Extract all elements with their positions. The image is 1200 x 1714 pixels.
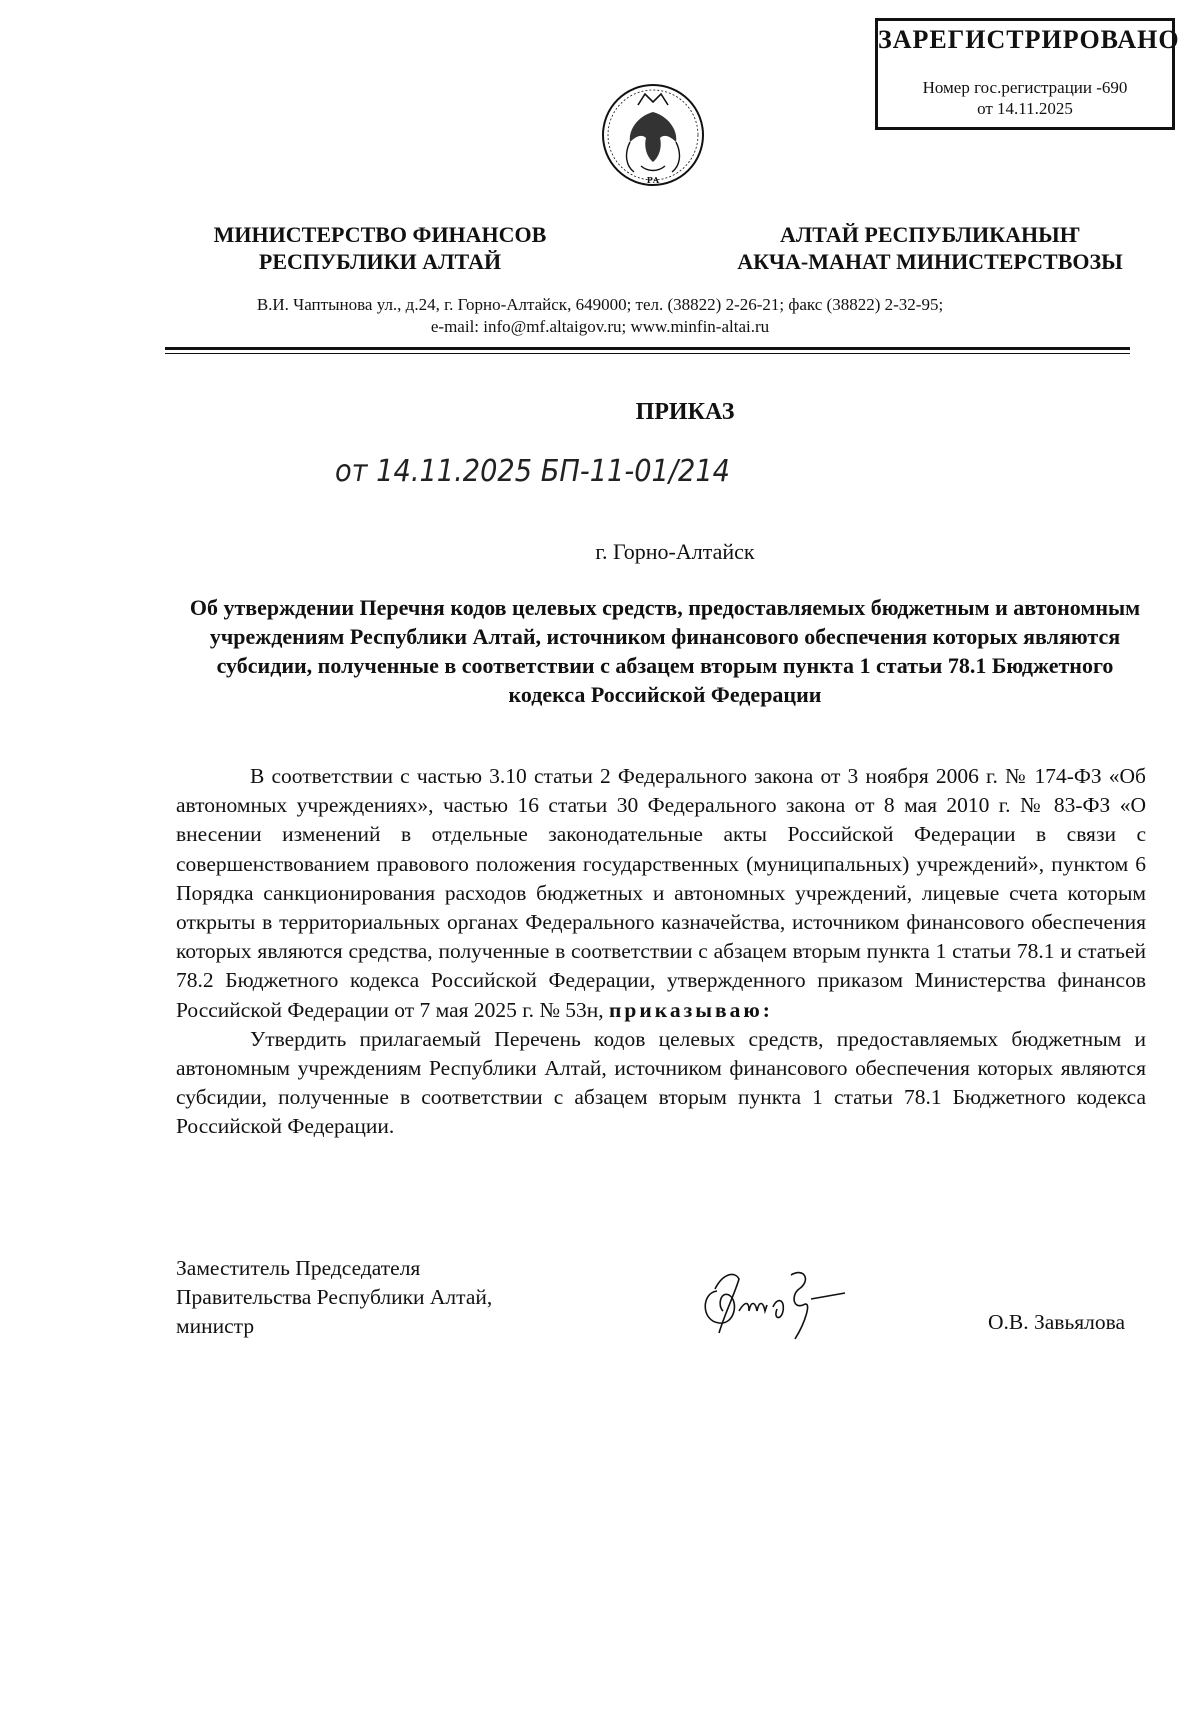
header-divider	[165, 347, 1130, 350]
ministry-ru-line-1: МИНИСТЕРСТВО ФИНАНСОВ	[213, 222, 547, 247]
ministry-alt-line-1: АЛТАЙ РЕСПУБЛИКАНЫҤ	[780, 222, 1080, 247]
decision-paragraph: Утвердить прилагаемый Перечень кодов целевых средств, предоставляемых бюджетным и автономным учреждениям Республики Алтай, источником финансового обеспечения которых являются субсидии, полученные в соответствии с абзацем вторым пункта 1 статьи 78.1 Бюджетного кодекса Российской Федерации.	[176, 1026, 1146, 1139]
ministry-ru-line-2: РЕСПУБЛИКИ АЛТАЙ	[258, 249, 502, 274]
signatory-position	[176, 1254, 492, 1341]
order-word: приказываю:	[609, 997, 773, 1022]
city: г. Горно-Алтайск	[595, 539, 755, 564]
position-line-2: Правительства Республики Алтай,	[176, 1285, 493, 1309]
ministry-name-ru	[200, 221, 560, 275]
handwritten-date-number	[335, 445, 755, 495]
preamble-text: В соответствии с частью 3.10 статьи 2 Федерального закона от 3 ноября 2006 г. № 174-ФЗ «Об автономных учреждениях», частью 16 статьи 30 Федерального закона от 8 мая 2010 г. № 83-ФЗ «О внесении изменений в отдельные законодательные акты Российской Федерации в связи с совершенствованием правового положения государственных (муниципальных) учреждений», пунктом 6 Порядка санкционирования расходов бюджетных и автономных учреждений, лицевые счета которым открыты в территориальных органах Федерального казначейства, источником финансового обеспечения которых являются средства, полученные в соответствии с абзацем вторым пункта 1 статьи 78.1 и статьей 78.2 Бюджетного кодекса Российской Федерации, утвержденного приказом Министерства финансов Российской Федерации от 7 мая 2025 г. № 53н,	[176, 764, 1146, 1022]
contacts	[100, 294, 1100, 338]
preamble-paragraph	[176, 762, 1146, 1025]
order-subject: Об утверждении Перечня кодов целевых средств, предоставляемых бюджетным и автономным учреждениям Республики Алтай, источником финансового обеспечения которых являются субсидии, полученные в соответствии с абзацем вторым пункта 1 статьи 78.1 Бюджетного кодекса Российской Федерации	[189, 595, 1141, 707]
signatory-name: О.В. Завьялова	[988, 1310, 1126, 1334]
address: В.И. Чаптынова ул., д.24, г. Горно-Алтайск, 649000; тел. (38822) 2-26-21; факс (38822) 2-32-95;	[256, 295, 944, 314]
stamp-reg-date: от 14.11.2025	[977, 99, 1073, 118]
registration-stamp	[875, 18, 1180, 130]
email-web: e-mail: info@mf.altaigov.ru; www.minfin-altai.ru	[430, 317, 770, 336]
order-body	[176, 762, 1146, 1142]
handwritten-text: от 14.11.2025 БП-11-01/214	[335, 454, 730, 489]
ministry-name-altai	[720, 221, 1140, 275]
emblem-caption: РА	[646, 175, 660, 185]
position-line-1: Заместитель Председателя	[176, 1256, 421, 1280]
coat-of-arms-icon	[598, 80, 708, 198]
handwritten-signature	[695, 1253, 895, 1353]
ministry-alt-line-2: АКЧА-МАНАТ МИНИСТЕРСТВОЗЫ	[737, 249, 1123, 274]
stamp-reg-number: Номер гос.регистрации -690	[922, 78, 1128, 97]
stamp-title: ЗАРЕГИСТРИРОВАНО	[878, 25, 1180, 54]
header-divider-thin	[165, 353, 1130, 354]
position-line-3: министр	[176, 1314, 255, 1338]
order-title: ПРИКАЗ	[635, 399, 735, 425]
